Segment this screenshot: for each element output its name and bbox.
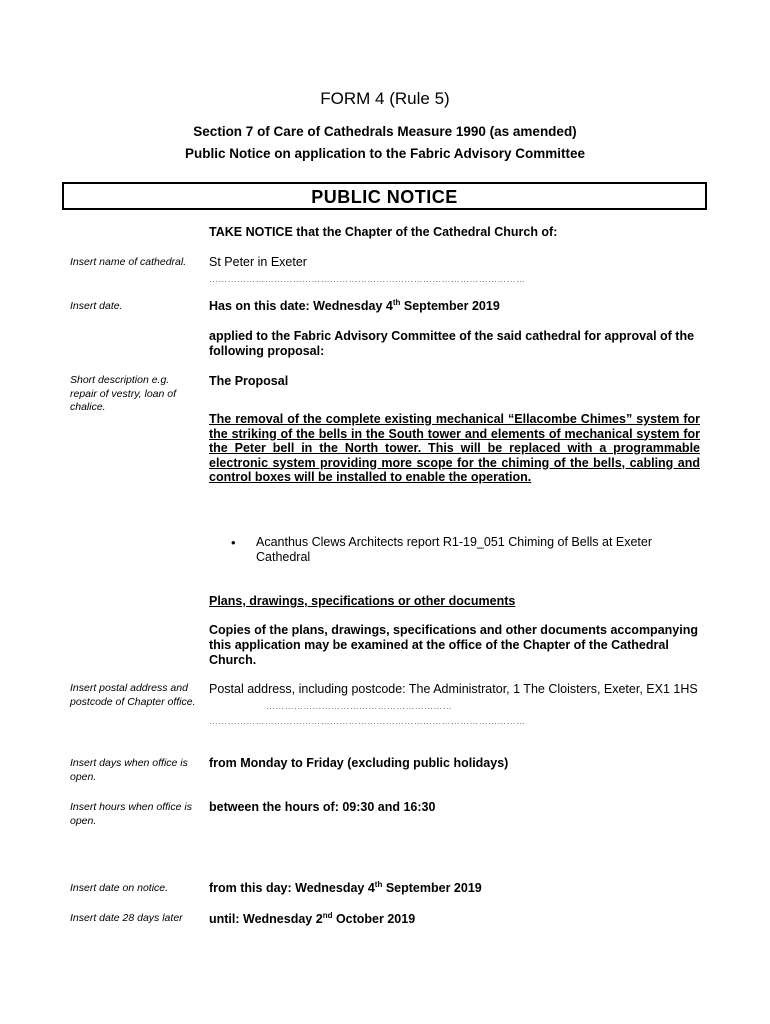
form-title: FORM 4 (Rule 5) (320, 89, 450, 108)
subtitle-measure: Section 7 of Care of Cathedrals Measure 1990 (as amended) (193, 124, 577, 139)
note-days: Insert days when office is open. (70, 757, 188, 783)
proposal-heading: The Proposal (209, 374, 289, 388)
until-date: until: Wednesday 2nd October 2019 (209, 910, 416, 926)
note-cathedral: Insert name of cathedral. (70, 256, 187, 268)
subtitle-public-notice: Public Notice on application to the Fabric Advisory Committee (184, 146, 586, 161)
take-notice-text: TAKE NOTICE that the Chapter of the Cathedral Church of: (209, 225, 558, 239)
proposal-text: The removal of the complete existing mechanical “Ellacombe Chimes” system for the striking of the bells in the South tower and elements of mechanical system for the Peter bell in the North tower. This will be replaced with a programmable electronic system providing more scope for the chiming of the bells, cabling and control boxes will be installed to enable the operation. (209, 412, 700, 484)
applied-text: applied to the Fabric Advisory Committee of the said cathedral for approval of the following proposal: (209, 329, 695, 358)
plans-heading: Plans, drawings, specifications or other documents (209, 594, 516, 608)
note-later-date: Insert date 28 days later (70, 912, 183, 924)
cathedral-name: St Peter in Exeter (209, 255, 307, 269)
cathedral-dots: ………………………………………………………………………………………… (209, 274, 526, 284)
bullet-icon: • (231, 535, 236, 550)
note-hours: Insert hours when office is open. (70, 801, 192, 827)
application-date: Has on this date: Wednesday 4th September 2019 (209, 297, 500, 313)
note-notice-date: Insert date on notice. (70, 882, 169, 894)
postal-dots: ………………………………………………………………………………………… (209, 716, 526, 726)
note-date: Insert date. (70, 300, 123, 312)
note-description: Short description e.g. repair of vestry, loan of chalice. (70, 374, 177, 413)
public-notice-heading: PUBLIC NOTICE (62, 182, 707, 210)
from-date: from this day: Wednesday 4th September 2019 (209, 879, 482, 895)
bullet-item: Acanthus Clews Architects report R1-19_051 Chiming of Bells at Exeter Cathedral (256, 535, 653, 564)
postal-address: Postal address, including postcode: The Administrator, 1 The Cloisters, Exeter, EX1 1HS (209, 682, 698, 696)
copies-text: Copies of the plans, drawings, specifications and other documents accompanying this application may be examined at the office of the Chapter of the Cathedral Church. (209, 623, 698, 667)
note-postal: Insert postal address and postcode of Chapter office. (70, 682, 196, 708)
postal-dots-short: …………………………………………………… (266, 701, 452, 711)
hours-text: between the hours of: 09:30 and 16:30 (209, 800, 436, 814)
days-text: from Monday to Friday (excluding public holidays) (209, 756, 509, 770)
